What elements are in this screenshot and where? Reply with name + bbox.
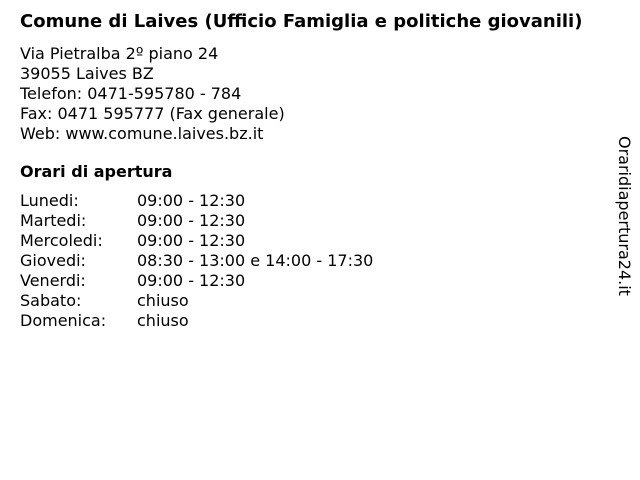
hours-row-wednesday [20,231,630,251]
day-label: Venerdi: [20,271,86,290]
address-block [20,44,630,144]
fax-line: Fax: 0471 595777 (Fax generale) [20,104,285,123]
time-value: 08:30 - 13:00 e 14:00 - 17:30 [137,251,374,270]
time-value: chiuso [137,311,189,330]
time-value: 09:00 - 12:30 [137,231,246,250]
day-label: Lunedi: [20,191,79,210]
city-line: 39055 Laives BZ [20,64,154,83]
day-label: Mercoledi: [20,231,103,250]
brand-watermark: Oraridiapertura24.it [615,136,634,296]
street-address: Via Pietralba 2º piano 24 [20,44,219,63]
day-label: Domenica: [20,311,107,330]
day-label: Martedi: [20,211,87,230]
hours-row-thursday [20,251,630,271]
day-label: Giovedi: [20,251,86,270]
hours-row-tuesday [20,211,630,231]
time-value: chiuso [137,291,189,310]
time-value: 09:00 - 12:30 [137,211,246,230]
opening-hours-heading: Orari di apertura [20,162,173,181]
hours-row-saturday [20,291,630,311]
day-label: Sabato: [20,291,82,310]
page-title: Comune di Laives (Ufficio Famiglia e politiche giovanili) [20,11,583,32]
hours-row-monday [20,191,630,211]
business-card [20,12,630,331]
time-value: 09:00 - 12:30 [137,271,246,290]
opening-hours-table [20,191,630,331]
time-value: 09:00 - 12:30 [137,191,246,210]
web-line: Web: www.comune.laives.bz.it [20,124,264,143]
phone-line: Telefon: 0471-595780 - 784 [20,84,242,103]
hours-row-friday [20,271,630,291]
hours-row-sunday [20,311,630,331]
